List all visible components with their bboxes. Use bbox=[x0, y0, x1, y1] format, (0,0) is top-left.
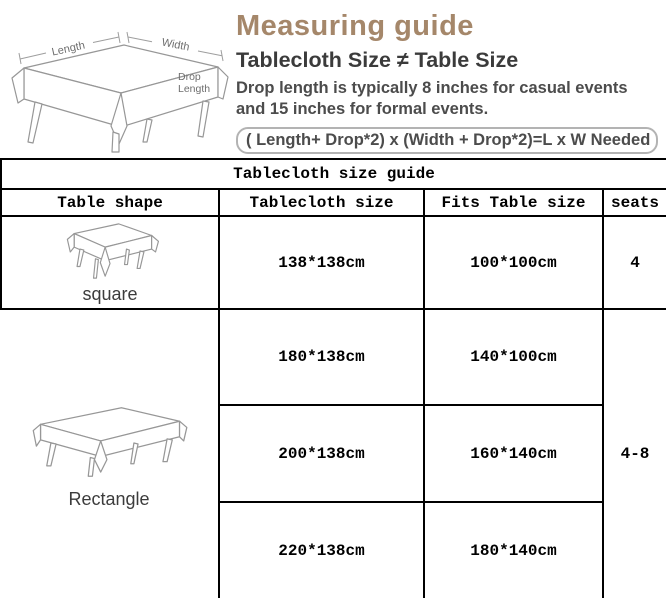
fits-size-cell: 100*100cm bbox=[423, 217, 602, 310]
formula-box: ( Length+ Drop*2) x (Width + Drop*2)=L x W Needed bbox=[236, 127, 658, 154]
square-table-icon bbox=[47, 220, 173, 282]
square-label: square bbox=[82, 284, 138, 304]
measured-table-illustration bbox=[0, 6, 232, 154]
size-table-title: Tablecloth size guide bbox=[0, 160, 666, 190]
tablecloth-size-cell: 200*138cm bbox=[218, 406, 423, 503]
column-header-tablecloth-size: Tablecloth size bbox=[218, 190, 423, 217]
guide-description: Drop length is typically 8 inches for casual events and 15 inches for formal events. bbox=[236, 79, 628, 118]
length-label: Length bbox=[50, 39, 87, 59]
fits-size-cell: 160*140cm bbox=[423, 406, 602, 503]
measurement-diagram bbox=[0, 0, 234, 158]
guide-subtitle: Tablecloth Size ≠ Table Size bbox=[236, 48, 519, 73]
drop-length-label: Drop bbox=[178, 71, 201, 83]
column-header-seats: seats bbox=[602, 190, 666, 217]
guide-text-block bbox=[234, 0, 666, 158]
width-label: Width bbox=[160, 36, 191, 54]
seats-cell: 4 bbox=[602, 217, 666, 310]
fits-size-cell: 140*100cm bbox=[423, 310, 602, 406]
tablecloth-size-cell: 180*138cm bbox=[218, 310, 423, 406]
tablecloth-size-cell: 220*138cm bbox=[218, 503, 423, 598]
rectangle-label: Rectangle bbox=[68, 488, 150, 509]
rectangle-table-icon bbox=[26, 399, 192, 487]
tablecloth-size-cell: 138*138cm bbox=[218, 217, 423, 310]
size-guide-table bbox=[0, 158, 666, 598]
svg-text:Length: Length bbox=[178, 83, 211, 95]
measuring-guide-header bbox=[0, 0, 666, 158]
column-header-fits-table-size: Fits Table size bbox=[423, 190, 602, 217]
guide-title: Measuring guide bbox=[236, 10, 474, 42]
column-header-table-shape: Table shape bbox=[0, 190, 218, 217]
rectangle-shape-cell bbox=[0, 310, 218, 598]
square-shape-cell bbox=[0, 217, 218, 310]
seats-cell: 4-8 bbox=[602, 310, 666, 598]
fits-size-cell: 180*140cm bbox=[423, 503, 602, 598]
